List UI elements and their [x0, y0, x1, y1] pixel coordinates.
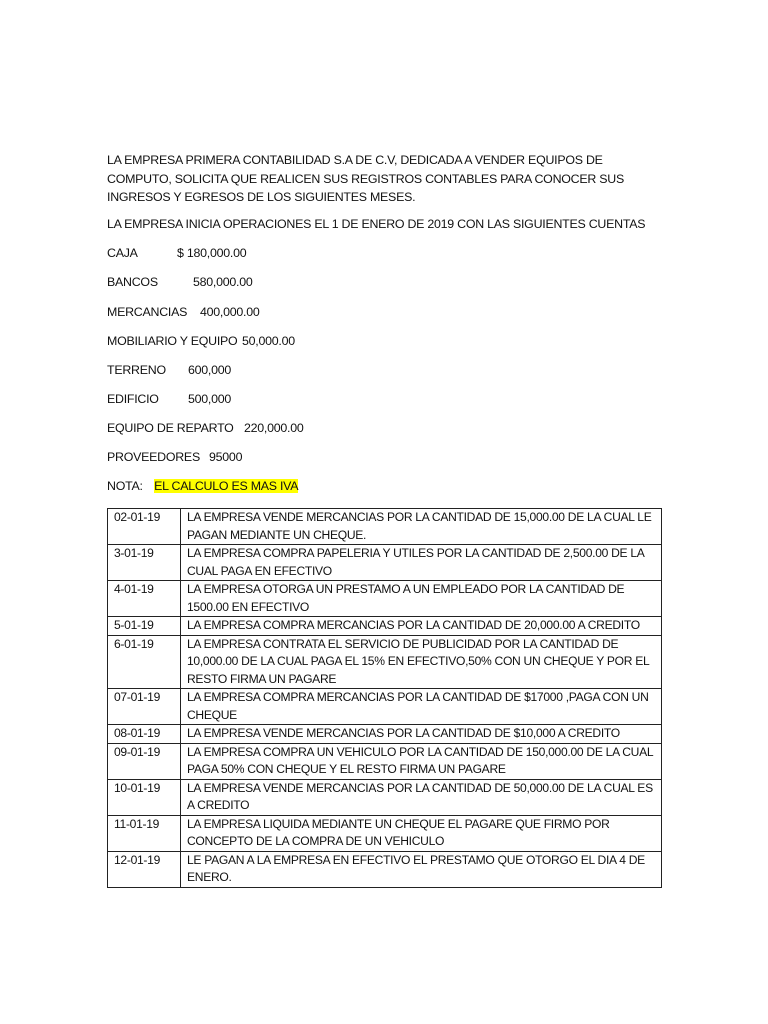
- account-name: TERRENO: [107, 363, 166, 377]
- row-description: LA EMPRESA COMPRA MERCANCIAS POR LA CANTIDAD DE 20,000.00 A CREDITO: [181, 617, 662, 636]
- note-label: NOTA:: [107, 479, 143, 493]
- account-value: 500,000: [188, 392, 232, 406]
- account-row-proveedores: [107, 450, 427, 470]
- row-date: 10-01-19: [108, 779, 181, 815]
- table-row: [108, 617, 662, 636]
- table-row: [108, 509, 662, 545]
- row-date: 3-01-19: [108, 545, 181, 581]
- account-name: CAJA: [107, 246, 138, 260]
- table-row: [108, 851, 662, 887]
- row-description: LA EMPRESA CONTRATA EL SERVICIO DE PUBLICIDAD POR LA CANTIDAD DE 10,000.00 DE LA CUAL PAGA EL 15% EN EFECTIVO,50% CON UN CHEQUE Y POR EL RESTO FIRMA UN PAGARE: [181, 635, 662, 689]
- row-description: LA EMPRESA COMPRA MERCANCIAS POR LA CANTIDAD DE $17000 ,PAGA CON UN CHEQUE: [181, 689, 662, 725]
- account-name: MERCANCIAS: [107, 305, 188, 319]
- table-row: [108, 581, 662, 617]
- start-operations-line: LA EMPRESA INICIA OPERACIONES EL 1 DE ENERO DE 2019 CON LAS SIGUIENTES CUENTAS: [107, 217, 646, 231]
- row-description: LA EMPRESA VENDE MERCANCIAS POR LA CANTIDAD DE $10,000 A CREDITO: [181, 725, 662, 744]
- account-row-terreno: [107, 363, 427, 383]
- account-row-bancos: [107, 275, 427, 295]
- row-description: LA EMPRESA LIQUIDA MEDIANTE UN CHEQUE EL PAGARE QUE FIRMO POR CONCEPTO DE LA COMPRA DE UN VEHICULO: [181, 815, 662, 851]
- account-value: 580,000.00: [193, 275, 253, 289]
- account-value: $ 180,000.00: [177, 246, 247, 260]
- account-value: 95000: [209, 450, 243, 464]
- table-row: [108, 725, 662, 744]
- account-value: 50,000.00: [242, 334, 295, 348]
- table-row: [108, 689, 662, 725]
- account-name: EDIFICIO: [107, 392, 159, 406]
- row-date: 5-01-19: [108, 617, 181, 636]
- row-date: 6-01-19: [108, 635, 181, 689]
- table-row: [108, 743, 662, 779]
- row-date: 4-01-19: [108, 581, 181, 617]
- row-date: 09-01-19: [108, 743, 181, 779]
- account-value: 220,000.00: [244, 421, 304, 435]
- account-row-edificio: [107, 392, 427, 412]
- account-name: EQUIPO DE REPARTO: [107, 421, 234, 435]
- account-row-mobiliario: [107, 334, 427, 354]
- note-line: [107, 479, 298, 493]
- row-description: LA EMPRESA COMPRA PAPELERIA Y UTILES POR LA CANTIDAD DE 2,500.00 DE LA CUAL PAGA EN EFECTIVO: [181, 545, 662, 581]
- account-value: 600,000: [188, 363, 232, 377]
- table-row: [108, 815, 662, 851]
- account-name: PROVEEDORES: [107, 450, 200, 464]
- row-date: 07-01-19: [108, 689, 181, 725]
- row-date: 08-01-19: [108, 725, 181, 744]
- table-row: [108, 545, 662, 581]
- row-description: LA EMPRESA COMPRA UN VEHICULO POR LA CANTIDAD DE 150,000.00 DE LA CUAL PAGA 50% CON CHEQUE Y EL RESTO FIRMA UN PAGARE: [181, 743, 662, 779]
- row-description: LE PAGAN A LA EMPRESA EN EFECTIVO EL PRESTAMO QUE OTORGO EL DIA 4 DE ENERO.: [181, 851, 662, 887]
- note-highlight: EL CALCULO ES MAS IVA: [154, 479, 299, 493]
- account-row-mercancias: [107, 305, 427, 325]
- account-name: BANCOS: [107, 275, 158, 289]
- transactions-table: [107, 508, 662, 888]
- account-value: 400,000.00: [200, 305, 260, 319]
- row-description: LA EMPRESA VENDE MERCANCIAS POR LA CANTIDAD DE 15,000.00 DE LA CUAL LE PAGAN MEDIANTE UN CHEQUE.: [181, 509, 662, 545]
- table-row: [108, 779, 662, 815]
- row-description: LA EMPRESA VENDE MERCANCIAS POR LA CANTIDAD DE 50,000.00 DE LA CUAL ES A CREDITO: [181, 779, 662, 815]
- intro-paragraph: LA EMPRESA PRIMERA CONTABILIDAD S.A DE C.V, DEDICADA A VENDER EQUIPOS DE COMPUTO, SOLICITA QUE REALICEN SUS REGISTROS CONTABLES PARA CONOCER SUS INGRESOS Y EGRESOS DE LOS SIGUIENTES MESES.: [107, 153, 624, 204]
- row-date: 02-01-19: [108, 509, 181, 545]
- account-row-caja: [107, 246, 427, 266]
- row-description: LA EMPRESA OTORGA UN PRESTAMO A UN EMPLEADO POR LA CANTIDAD DE 1500.00 EN EFECTIVO: [181, 581, 662, 617]
- table-row: [108, 635, 662, 689]
- account-name: MOBILIARIO Y EQUIPO: [107, 334, 238, 348]
- account-row-equipo-reparto: [107, 421, 427, 441]
- row-date: 11-01-19: [108, 815, 181, 851]
- row-date: 12-01-19: [108, 851, 181, 887]
